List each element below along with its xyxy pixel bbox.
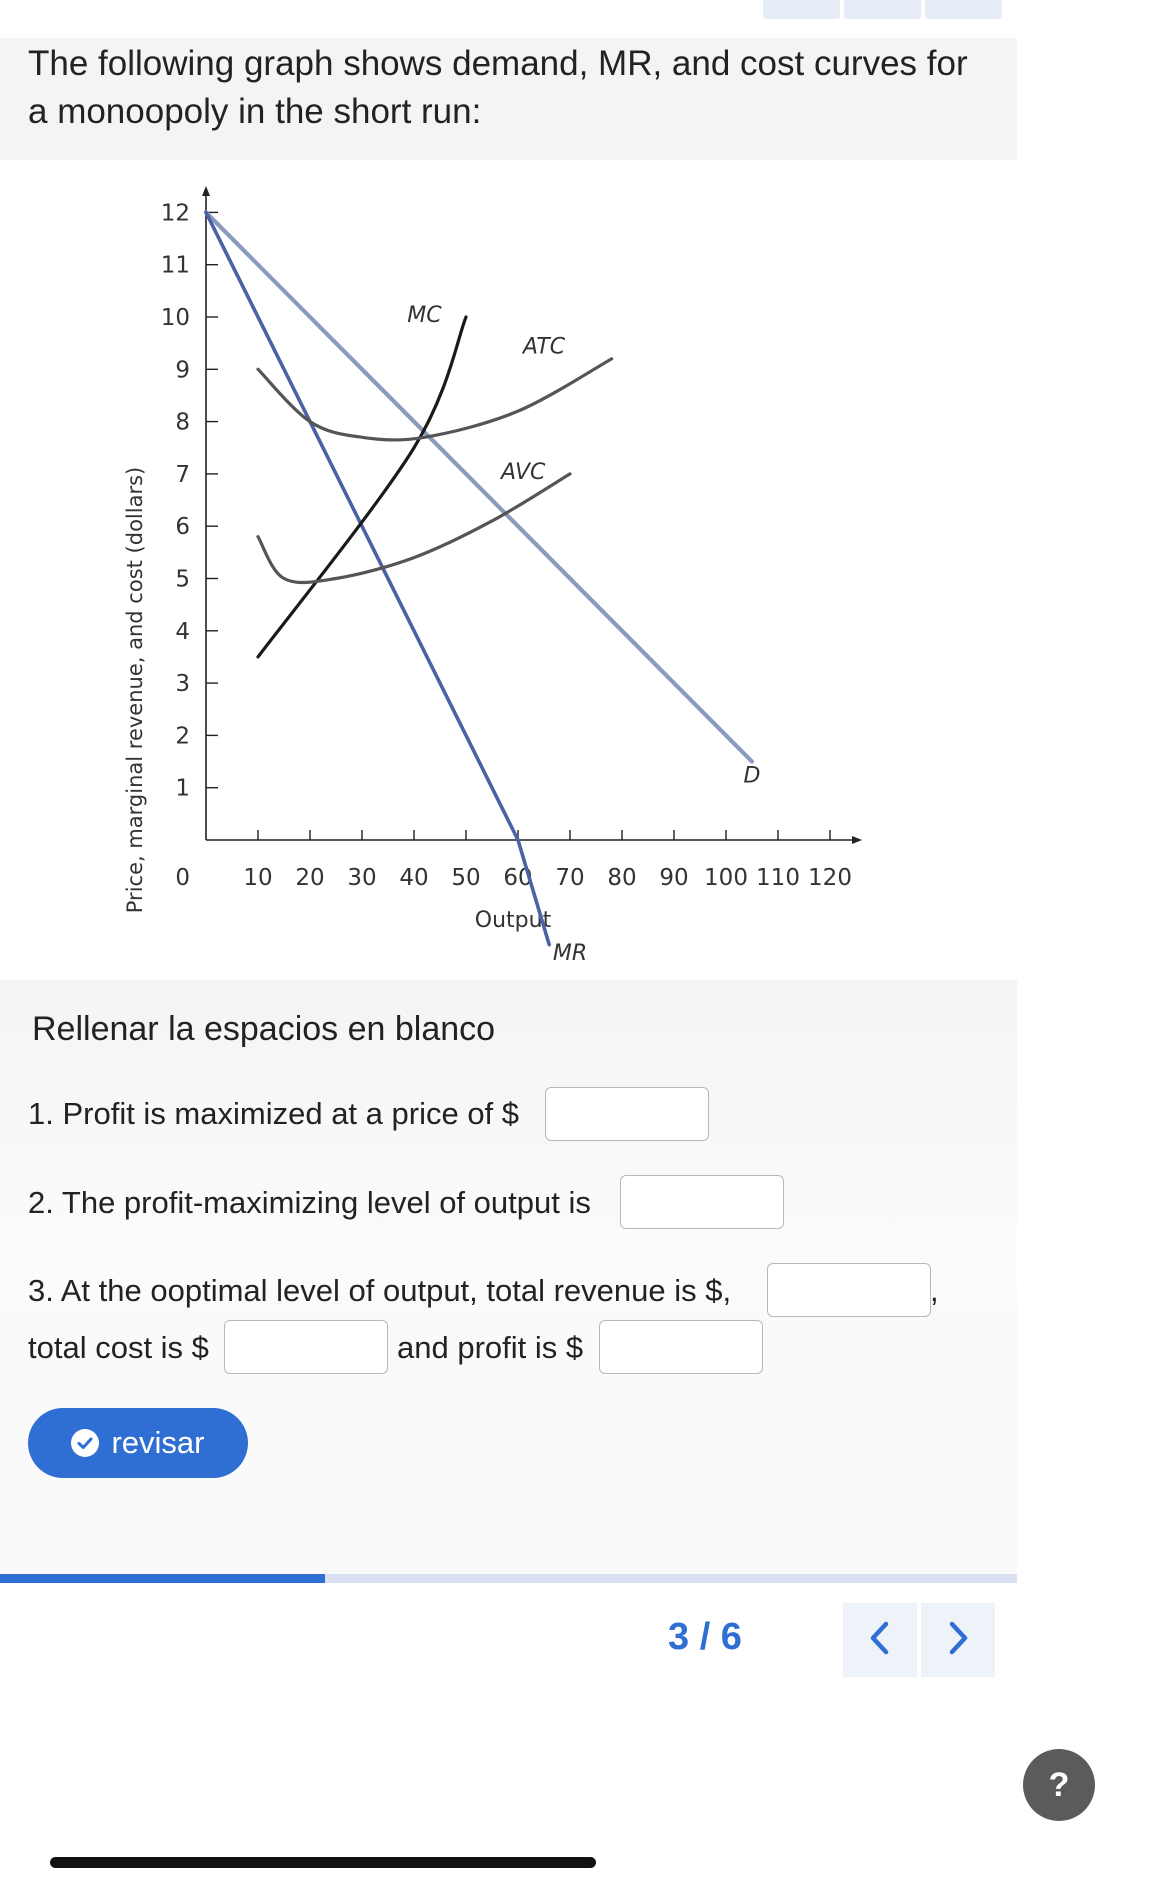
top-tab[interactable] — [763, 0, 840, 19]
avc-label: AVC — [501, 460, 546, 486]
y-tick-label: 12 — [160, 200, 190, 227]
demand-label: D — [743, 763, 761, 789]
y-axis-title: Price, marginal revenue, and cost (dollars) — [123, 466, 147, 914]
total-cost-input[interactable] — [224, 1320, 388, 1374]
curve-avc — [258, 474, 570, 583]
top-tab[interactable] — [844, 0, 921, 19]
atc-label: ATC — [522, 334, 566, 360]
cost-curve-graph — [0, 160, 1017, 980]
y-tick-label: 11 — [160, 252, 190, 279]
question-3-label: 3. At the ooptimal level of output, total revenue is $, — [28, 1273, 732, 1308]
x-tick-label: 70 — [555, 865, 585, 891]
price-input[interactable] — [545, 1087, 709, 1141]
check-circle-icon — [71, 1429, 99, 1457]
x-tick-label: 120 — [808, 865, 852, 891]
question-1-label: 1. Profit is maximized at a price of $ — [28, 1096, 520, 1131]
y-tick-label: 6 — [175, 514, 190, 541]
mr-label: MR — [552, 941, 588, 966]
x-tick-label: 80 — [607, 865, 637, 891]
chevron-left-icon — [865, 1620, 895, 1661]
y-tick-label: 5 — [175, 566, 190, 593]
x-tick-label: 90 — [659, 865, 689, 891]
comma-text: , — [930, 1273, 939, 1308]
y-tick-label: 9 — [175, 357, 190, 384]
y-axis-arrow — [202, 186, 210, 196]
question-2-label: 2. The profit-maximizing level of output is — [28, 1185, 591, 1220]
total-revenue-input[interactable] — [767, 1263, 931, 1317]
top-tab[interactable] — [925, 0, 1002, 19]
progress-bar — [0, 1574, 1017, 1583]
progress-fill — [0, 1574, 325, 1583]
check-button-label: revisar — [111, 1425, 205, 1460]
x-tick-label: 60 — [503, 865, 533, 891]
y-tick-label: 7 — [175, 461, 190, 488]
x-tick-label: 20 — [295, 865, 325, 891]
curve-atc — [258, 359, 612, 440]
y-tick-label: 4 — [175, 618, 190, 645]
profit-label: and profit is $ — [397, 1330, 584, 1365]
x-tick-label: 30 — [347, 865, 377, 891]
y-origin-label: 0 — [175, 865, 190, 891]
check-button[interactable] — [28, 1408, 248, 1478]
top-tabs — [763, 0, 1002, 19]
previous-button[interactable] — [843, 1603, 917, 1677]
question-intro: The following graph shows demand, MR, and cost curves for a monoopoly in the short run: — [28, 44, 968, 131]
chevron-right-icon — [943, 1620, 973, 1661]
x-tick-label: 10 — [243, 865, 273, 891]
y-tick-label: 8 — [175, 409, 190, 436]
x-tick-label: 100 — [704, 865, 748, 891]
output-input[interactable] — [620, 1175, 784, 1229]
x-tick-label: 110 — [756, 865, 800, 891]
curve-d — [206, 212, 752, 761]
profit-input[interactable] — [599, 1320, 763, 1374]
total-cost-label: total cost is $ — [28, 1330, 209, 1365]
x-axis-arrow — [852, 836, 862, 844]
y-tick-label: 2 — [175, 723, 190, 750]
home-indicator — [50, 1857, 596, 1868]
x-axis-title: Output — [474, 908, 552, 933]
chart-svg — [0, 160, 1017, 980]
page-indicator: 3 / 6 — [668, 1616, 742, 1658]
help-button[interactable]: ? — [1023, 1749, 1095, 1821]
y-tick-label: 10 — [160, 305, 190, 331]
next-button[interactable] — [921, 1603, 995, 1677]
section-title: Rellenar la espacios en blanco — [32, 1010, 496, 1048]
x-tick-label: 50 — [451, 865, 481, 891]
x-tick-label: 40 — [399, 865, 429, 891]
y-tick-label: 3 — [175, 671, 190, 698]
mc-label: MC — [407, 303, 442, 329]
y-tick-label: 1 — [175, 775, 190, 802]
